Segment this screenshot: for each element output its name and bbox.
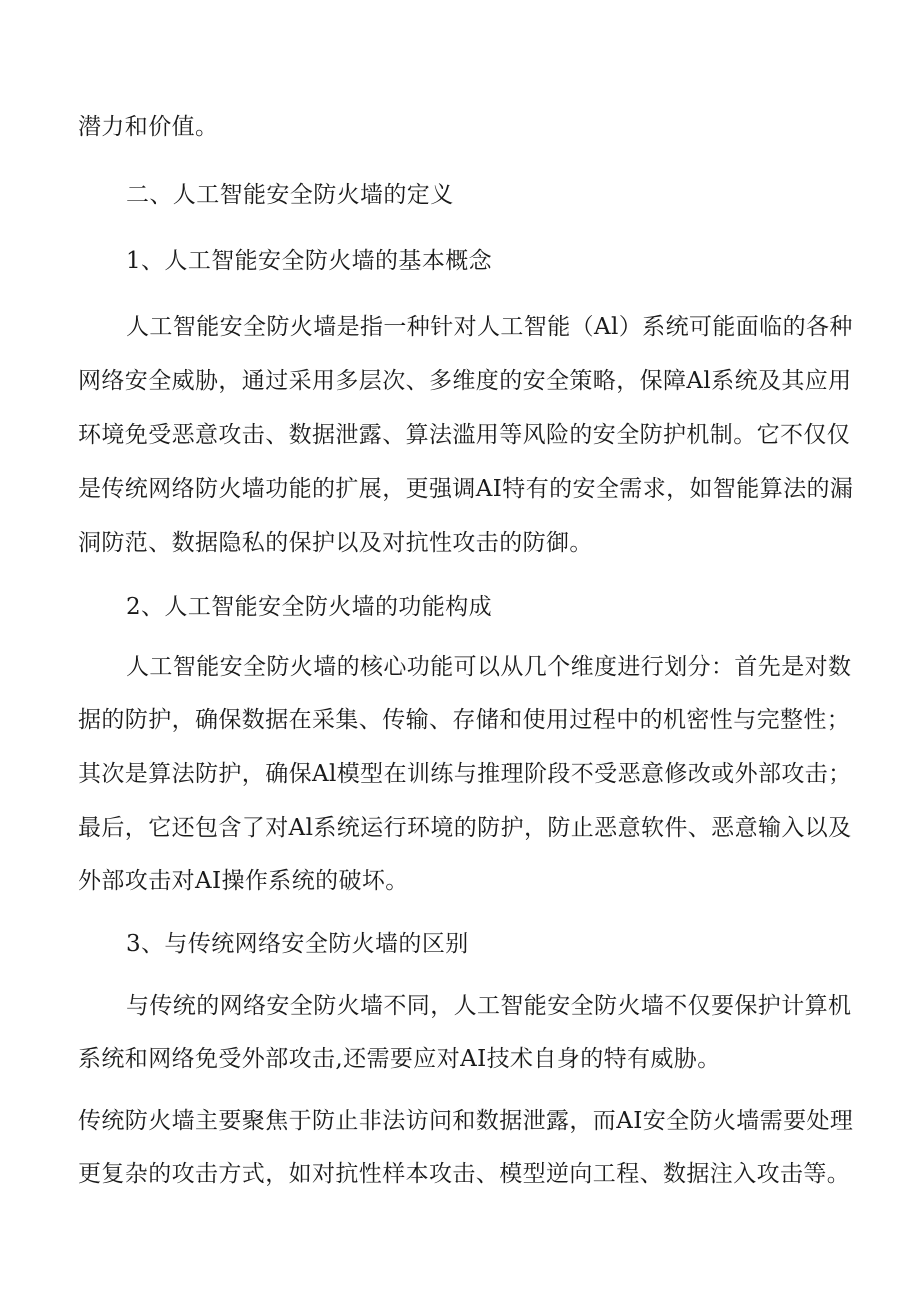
paragraph-4-line: 更复杂的攻击方式，如对抗性样本攻击、模型逆向工程、数据注入攻击等。 (78, 1161, 851, 1187)
paragraph-1-line: 人工智能安全防火墙是指一种针对人工智能（Al）系统可能面临的各种 (126, 314, 853, 340)
paragraph-1-line: 环境免受恶意攻击、数据泄露、算法滥用等风险的安全防护机制。它不仅仅 (78, 422, 851, 448)
paragraph-1-line: 洞防范、数据隐私的保护以及对抗性攻击的防御。 (78, 530, 593, 556)
subsection-heading-1: 1、人工智能安全防火墙的基本概念 (126, 248, 493, 274)
paragraph-2-line: 据的防护，确保数据在采集、传输、存储和使用过程中的机密性与完整性； (78, 707, 851, 733)
paragraph-3-line: 与传统的网络安全防火墙不同，人工智能安全防火墙不仅要保护计算机 (126, 993, 852, 1019)
paragraph-2-line: 其次是算法防护，确保Al模型在训练与推理阶段不受恶意修改或外部攻击； (78, 761, 852, 787)
subsection-heading-2: 2、人工智能安全防火墙的功能构成 (126, 594, 493, 620)
subsection-heading-3: 3、与传统网络安全防火墙的区别 (126, 931, 469, 957)
paragraph-3-line: 系统和网络免受外部攻击,还需要应对AI技术自身的特有威胁。 (78, 1046, 721, 1072)
paragraph-2-line: 最后，它还包含了对Al系统运行环境的防护，防止恶意软件、恶意输入以及 (78, 815, 852, 841)
paragraph-4-line: 传统防火墙主要聚焦于防止非法访问和数据泄露，而AI安全防火墙需要处理 (78, 1108, 854, 1134)
paragraph-2-line: 外部攻击对AI操作系统的破坏。 (78, 868, 409, 894)
section-title: 二、人工智能安全防火墙的定义 (126, 182, 454, 208)
continuation-text: 潜力和价值。 (78, 114, 219, 140)
paragraph-1-line: 是传统网络防火墙功能的扩展，更强调AI特有的安全需求，如智能算法的漏 (78, 476, 854, 502)
paragraph-1-line: 网络安全威胁，通过采用多层次、多维度的安全策略，保障Al系统及其应用 (78, 368, 852, 394)
paragraph-2-line: 人工智能安全防火墙的核心功能可以从几个维度进行划分：首先是对数 (126, 654, 852, 680)
